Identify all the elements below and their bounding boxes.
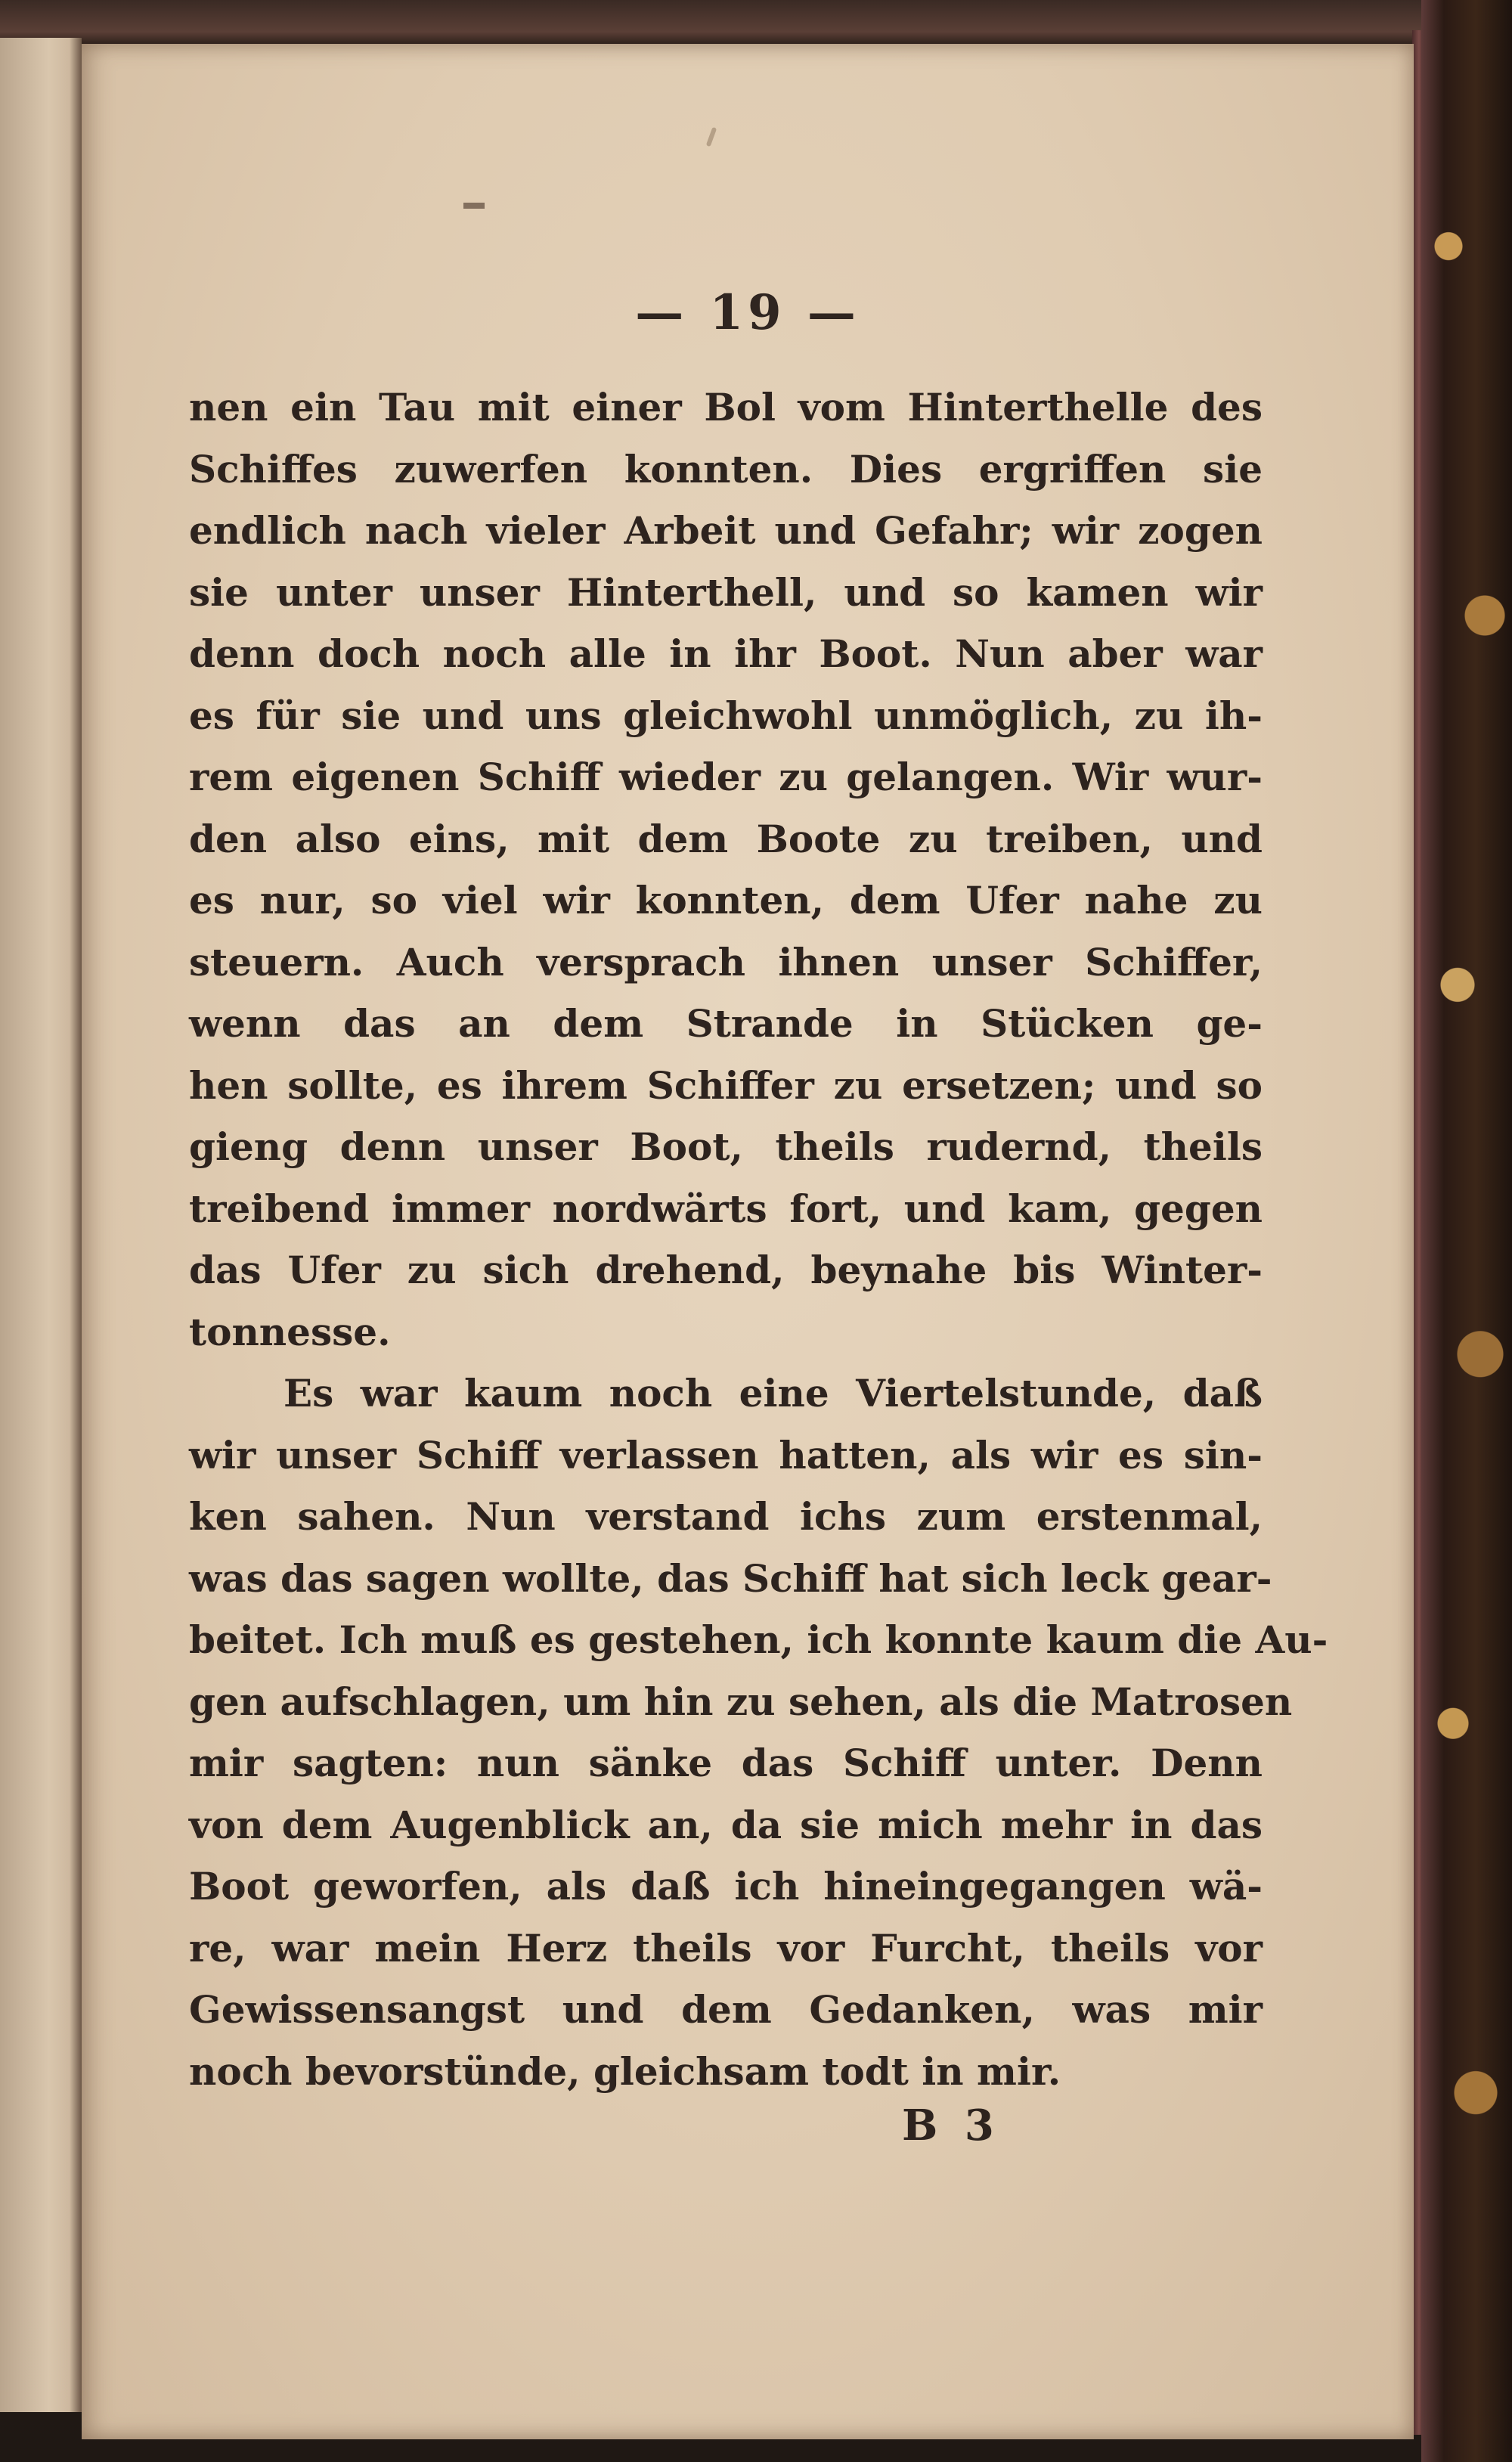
text-line: ken sahen. Nun verstand ichs zum erstenmal, [189,1494,1263,1539]
text-line: steuern. Auch versprach ihnen unser Schiffer, [189,939,1263,984]
text-line: Boot geworfen, als daß ich hineingegangen wä- [189,1864,1263,1909]
text-line: es nur, so viel wir konnten, dem Ufer nahe zu [189,878,1263,922]
text-line: Schiffes zuwerfen konnten. Dies ergriffen sie [189,446,1263,491]
text-line: rem eigenen Schiff wieder zu gelangen. Wir wur- [189,755,1263,799]
text-line: beitet. Ich muß es gestehen, ich konnte kaum die Au- [189,1617,1328,1662]
text-line: was das sagen wollte, das Schiff hat sich leck gear- [189,1555,1272,1601]
text-line: mir sagten: nun sänke das Schiff unter. Denn [189,1741,1263,1785]
book-page [82,44,1414,2439]
text-line: den also eins, mit dem Boote zu treiben, und [189,816,1263,861]
text-line: von dem Augenblick an, da sie mich mehr in das [189,1802,1263,1847]
text-line: gieng denn unser Boot, theils rudernd, theils [189,1124,1263,1169]
facing-page-edge [0,38,82,2412]
text-line: tonnesse. [189,1309,391,1354]
text-line: nen ein Tau mit einer Bol vom Hinterthelle des [189,385,1263,429]
text-line: sie unter unser Hinterthell, und so kamen wir [189,569,1263,615]
body-text [189,377,1328,2102]
text-line: wir unser Schiff verlassen hatten, als wir es sin- [189,1432,1263,1478]
page-number: — 19 — [635,284,860,341]
marbled-cover [1421,0,1512,2462]
text-line: Es war kaum noch eine Viertelstunde, daß [284,1371,1263,1415]
binding-top-edge [0,0,1512,45]
signature-mark: B 3 [902,2101,1000,2150]
text-line: wenn das an dem Strande in Stücken ge- [189,1001,1263,1046]
text-line: Gewissensangst und dem Gedanken, was mir [189,1987,1263,2032]
text-line: re, war mein Herz theils vor Furcht, theils vor [189,1925,1263,1971]
paper-blemish [706,127,717,147]
paper-blemish [463,203,485,209]
text-line: das Ufer zu sich drehend, beynahe bis Winter- [189,1248,1263,1292]
text-line: gen aufschlagen, um hin zu sehen, als die Matrosen [189,1679,1293,1724]
text-line: es für sie und uns gleichwohl unmöglich, zu ih- [189,693,1263,738]
text-line: endlich nach vieler Arbeit und Gefahr; wir zogen [189,508,1263,553]
text-line: treibend immer nordwärts fort, und kam, gegen [189,1186,1263,1231]
text-line: hen sollte, es ihrem Schiffer zu ersetzen; und so [189,1062,1263,1108]
text-line: denn doch noch alle in ihr Boot. Nun aber war [189,631,1263,676]
text-line: noch bevorstünde, gleichsam todt in mir. [189,2048,1061,2094]
